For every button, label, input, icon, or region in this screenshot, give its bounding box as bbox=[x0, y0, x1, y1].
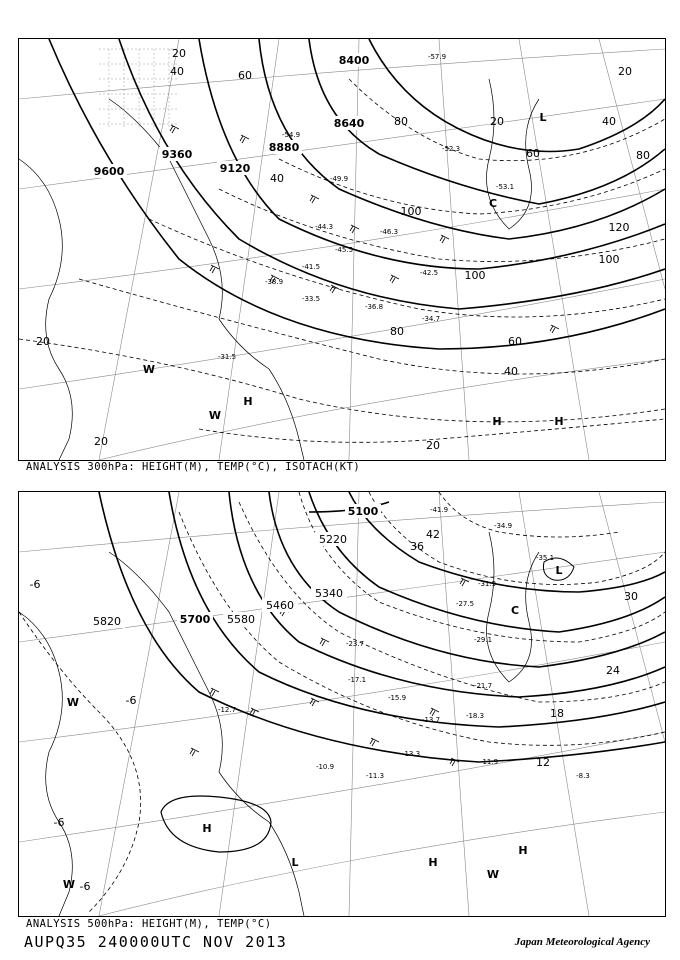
map-500hpa bbox=[19, 492, 665, 916]
isotach-label: 40 bbox=[504, 365, 518, 378]
high-center: H bbox=[428, 856, 438, 869]
height-label: 9120 bbox=[219, 162, 251, 175]
isotach-label: 80 bbox=[390, 325, 404, 338]
isotherm-label: -6 bbox=[79, 880, 91, 893]
warm-center: W bbox=[62, 878, 76, 891]
isotherm-label: -6 bbox=[29, 578, 41, 591]
temp-label: -41.5 bbox=[301, 263, 321, 271]
temp-label: -29.1 bbox=[473, 636, 493, 644]
chart-500hpa bbox=[18, 491, 666, 917]
isotherm-label: 36 bbox=[410, 540, 424, 553]
temp-label: -13.7 bbox=[421, 716, 441, 724]
temp-label: -44.3 bbox=[314, 223, 334, 231]
height-label: 8640 bbox=[333, 117, 365, 130]
isotherm-label: 18 bbox=[550, 707, 564, 720]
cold-center: C bbox=[488, 197, 498, 210]
temperature-labels bbox=[218, 506, 590, 780]
cold-center: C bbox=[510, 604, 520, 617]
temp-label: -45.5 bbox=[334, 246, 354, 254]
high-center: H bbox=[554, 415, 564, 428]
temp-label: -11.3 bbox=[365, 772, 385, 780]
high-center: H bbox=[243, 395, 253, 408]
temp-label: -11.9 bbox=[479, 758, 499, 766]
isotach-label: 20 bbox=[618, 65, 632, 78]
height-contours bbox=[49, 39, 665, 349]
isotach-label: 60 bbox=[238, 69, 252, 82]
isotherm-label: -6 bbox=[53, 816, 65, 829]
low-center: L bbox=[291, 856, 299, 869]
isotach-label: 100 bbox=[464, 269, 486, 282]
isotherm-label: -6 bbox=[125, 694, 137, 707]
isotherm-label: 42 bbox=[426, 528, 440, 541]
temp-label: -12.7 bbox=[217, 706, 237, 714]
temp-label: -34.7 bbox=[421, 315, 441, 323]
isotach-label: 80 bbox=[636, 149, 650, 162]
isotach-label: 100 bbox=[598, 253, 620, 266]
high-center: H bbox=[202, 822, 212, 835]
height-label: 5100 bbox=[347, 505, 379, 518]
temp-label: -33.5 bbox=[301, 295, 321, 303]
temp-label: -34.9 bbox=[493, 522, 513, 530]
height-label: 5220 bbox=[319, 533, 347, 546]
isotach-label: 100 bbox=[400, 205, 422, 218]
height-label: 5460 bbox=[266, 599, 294, 612]
temp-label: -42.5 bbox=[419, 269, 439, 277]
isotach-label: 20 bbox=[36, 335, 50, 348]
low-center: L bbox=[539, 111, 547, 124]
isotherm-label: 30 bbox=[624, 590, 638, 603]
isotach-label: 120 bbox=[608, 221, 630, 234]
temp-label: -35.1 bbox=[535, 554, 555, 562]
temp-label: -31.9 bbox=[477, 580, 497, 588]
temp-label: -53.1 bbox=[495, 183, 515, 191]
isotherm-label: 12 bbox=[536, 756, 550, 769]
height-label: 5700 bbox=[179, 613, 211, 626]
height-label: 8880 bbox=[268, 141, 300, 154]
warm-center: W bbox=[486, 868, 500, 881]
isotach-label: 60 bbox=[526, 147, 540, 160]
height-label: 5820 bbox=[93, 615, 121, 628]
caption-300hpa: ANALYSIS 300hPa: HEIGHT(M), TEMP(°C), ISOTACH(KT) bbox=[26, 461, 361, 473]
isotach-label: 80 bbox=[394, 115, 408, 128]
temp-label: -57.9 bbox=[427, 53, 447, 61]
isotach-label: 60 bbox=[508, 335, 522, 348]
height-label: 8400 bbox=[338, 54, 370, 67]
height-label: 5580 bbox=[227, 613, 255, 626]
low-center: L bbox=[555, 564, 563, 577]
height-labels bbox=[89, 504, 381, 628]
high-center: H bbox=[492, 415, 502, 428]
isotherm-label: 24 bbox=[606, 664, 620, 677]
temp-label: -10.9 bbox=[315, 763, 335, 771]
temp-label: -17.1 bbox=[347, 676, 367, 684]
warm-center: W bbox=[66, 696, 80, 709]
temp-label: -46.3 bbox=[379, 228, 399, 236]
temp-label: -23.7 bbox=[345, 640, 365, 648]
temp-label: -31.5 bbox=[217, 353, 237, 361]
high-contour bbox=[161, 796, 271, 852]
isotach-label: 40 bbox=[270, 172, 284, 185]
temp-label: -21.7 bbox=[473, 682, 493, 690]
temp-label: -15.9 bbox=[387, 694, 407, 702]
height-label: 5340 bbox=[315, 587, 343, 600]
isotach-label: 40 bbox=[602, 115, 616, 128]
temp-label: -41.9 bbox=[429, 506, 449, 514]
caption-500hpa: ANALYSIS 500hPa: HEIGHT(M), TEMP(°C) bbox=[26, 918, 272, 930]
isotach-label: 20 bbox=[172, 47, 186, 60]
temp-label: -18.3 bbox=[465, 712, 485, 720]
isotach-label: 20 bbox=[94, 435, 108, 448]
map-300hpa bbox=[19, 39, 665, 460]
temp-label: -54.9 bbox=[281, 131, 301, 139]
temp-label: -8.3 bbox=[576, 772, 590, 780]
temp-label: -38.9 bbox=[264, 278, 284, 286]
height-label: 9600 bbox=[93, 165, 125, 178]
isotach-label: 40 bbox=[170, 65, 184, 78]
temp-label: -36.8 bbox=[364, 303, 384, 311]
temp-label: -49.9 bbox=[329, 175, 349, 183]
chart-300hpa bbox=[18, 38, 666, 461]
temp-label: -13.3 bbox=[401, 750, 421, 758]
high-center: H bbox=[518, 844, 528, 857]
pressure-centers bbox=[63, 564, 563, 891]
height-labels bbox=[91, 53, 372, 178]
warm-center: W bbox=[142, 363, 156, 376]
isotach-label: 20 bbox=[426, 439, 440, 452]
isotherm-labels bbox=[30, 528, 638, 893]
warm-center: W bbox=[208, 409, 222, 422]
height-label: 9360 bbox=[161, 148, 193, 161]
isotach-label: 20 bbox=[490, 115, 504, 128]
agency-name: Japan Meteorological Agency bbox=[514, 936, 650, 948]
height-contours bbox=[99, 492, 665, 762]
isotachs bbox=[19, 79, 665, 442]
temp-label: -27.5 bbox=[455, 600, 475, 608]
temp-label: -52.3 bbox=[441, 145, 461, 153]
product-code: AUPQ35 240000UTC NOV 2013 bbox=[24, 933, 288, 951]
